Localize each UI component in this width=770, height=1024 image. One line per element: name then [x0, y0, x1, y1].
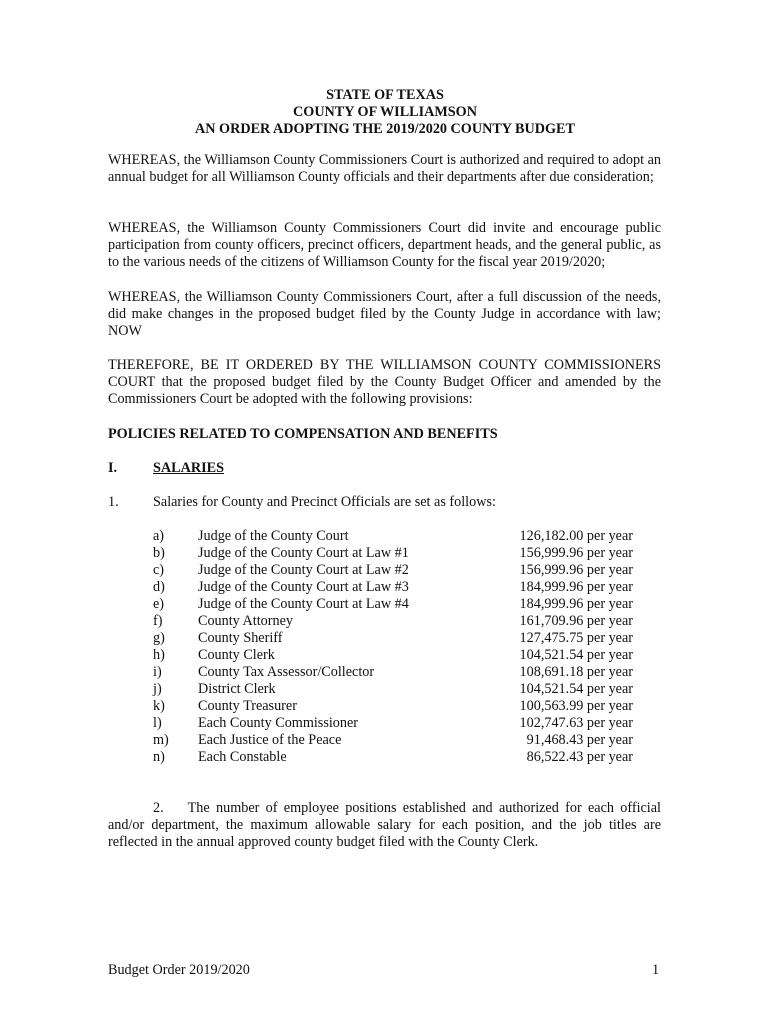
- salary-row: [0, 545, 770, 562]
- salary-row: [0, 528, 770, 545]
- salary-title: Judge of the County Court at Law #3: [198, 579, 409, 595]
- section-title-salaries: SALARIES: [153, 460, 224, 476]
- salary-title: Each County Commissioner: [198, 715, 358, 731]
- salary-row: [0, 596, 770, 613]
- salary-title: Judge of the County Court at Law #1: [198, 545, 409, 561]
- salary-title: District Clerk: [198, 681, 276, 697]
- salary-letter: a): [153, 528, 165, 544]
- salary-row: [0, 664, 770, 681]
- header-order-title: AN ORDER ADOPTING THE 2019/2020 COUNTY BUDGET: [195, 121, 575, 137]
- salary-row: [0, 681, 770, 698]
- salary-letter: d): [153, 579, 165, 595]
- salary-row: [0, 630, 770, 647]
- salary-title: Judge of the County Court at Law #4: [198, 596, 409, 612]
- salary-row: [0, 613, 770, 630]
- salary-letter: f): [153, 613, 163, 629]
- salary-title: Judge of the County Court: [198, 528, 349, 544]
- salary-amount: 102,747.63 per year: [519, 715, 633, 731]
- salary-letter: g): [153, 630, 165, 646]
- salary-row: [0, 579, 770, 596]
- salary-amount: 156,999.96 per year: [519, 545, 633, 561]
- salary-amount: 86,522.43 per year: [526, 749, 633, 765]
- salary-amount: 126,182.00 per year: [519, 528, 633, 544]
- salary-title: County Attorney: [198, 613, 293, 629]
- whereas-paragraph-1: WHEREAS, the Williamson County Commissioners Court is authorized and required to adopt an annual budget for all Williamson County officials and their departments after due consideration;: [108, 152, 661, 185]
- salary-letter: l): [153, 715, 162, 731]
- item-2-paragraph: [108, 800, 661, 851]
- salary-letter: i): [153, 664, 162, 680]
- salary-amount: 156,999.96 per year: [519, 562, 633, 578]
- salary-row: [0, 749, 770, 766]
- salary-row: [0, 732, 770, 749]
- salary-title: Each Justice of the Peace: [198, 732, 342, 748]
- salary-letter: c): [153, 562, 165, 578]
- salary-row: [0, 647, 770, 664]
- salary-amount: 127,475.75 per year: [519, 630, 633, 646]
- footer-title: Budget Order 2019/2020: [108, 962, 250, 978]
- salary-amount: 100,563.99 per year: [519, 698, 633, 714]
- salary-letter: k): [153, 698, 165, 714]
- header-county: COUNTY OF WILLIAMSON: [293, 104, 477, 120]
- section-numeral: I.: [108, 460, 118, 476]
- policies-heading: POLICIES RELATED TO COMPENSATION AND BENEFITS: [108, 426, 498, 442]
- salary-letter: m): [153, 732, 169, 748]
- salary-title: County Treasurer: [198, 698, 297, 714]
- salary-letter: b): [153, 545, 165, 561]
- salary-amount: 108,691.18 per year: [519, 664, 633, 680]
- salary-title: Judge of the County Court at Law #2: [198, 562, 409, 578]
- salary-amount: 184,999.96 per year: [519, 579, 633, 595]
- page-number: 1: [652, 962, 660, 978]
- whereas-paragraph-2: WHEREAS, the Williamson County Commissioners Court did invite and encourage public participation from county officers, precinct officers, department heads, and the general public, as to the various needs of the citizens of Williamson County for the fiscal year 2019/2020;: [108, 220, 661, 270]
- salary-letter: j): [153, 681, 162, 697]
- salary-row: [0, 562, 770, 579]
- item-1-number: 1.: [108, 494, 119, 510]
- salary-letter: e): [153, 596, 165, 612]
- therefore-paragraph: THEREFORE, BE IT ORDERED BY THE WILLIAMSON COUNTY COMMISSIONERS COURT that the proposed budget filed by the County Budget Officer and amended by the Commissioners Court be adopted with the following provisions:: [108, 357, 661, 407]
- salary-title: County Clerk: [198, 647, 275, 663]
- item-2-text: The number of employee positions established and authorized for each official and/or department, the maximum allowable salary for each position, and the job titles are reflected in the annual approved county budget filed with the County Clerk.: [108, 800, 661, 850]
- header-state: STATE OF TEXAS: [326, 87, 444, 103]
- salary-row: [0, 698, 770, 715]
- salary-amount: 104,521.54 per year: [519, 647, 633, 663]
- salary-amount: 91,468.43 per year: [526, 732, 633, 748]
- salary-letter: n): [153, 749, 165, 765]
- whereas-paragraph-3: WHEREAS, the Williamson County Commissioners Court, after a full discussion of the needs, did make changes in the proposed budget filed by the County Judge in accordance with law; NOW: [108, 289, 661, 339]
- salary-amount: 184,999.96 per year: [519, 596, 633, 612]
- salary-title: County Sheriff: [198, 630, 283, 646]
- salary-amount: 161,709.96 per year: [519, 613, 633, 629]
- item-2-number: 2.: [153, 800, 164, 816]
- salary-row: [0, 715, 770, 732]
- item-1-text: Salaries for County and Precinct Officials are set as follows:: [153, 494, 496, 510]
- salary-title: Each Constable: [198, 749, 287, 765]
- salary-title: County Tax Assessor/Collector: [198, 664, 375, 680]
- salary-letter: h): [153, 647, 165, 663]
- salary-amount: 104,521.54 per year: [519, 681, 633, 697]
